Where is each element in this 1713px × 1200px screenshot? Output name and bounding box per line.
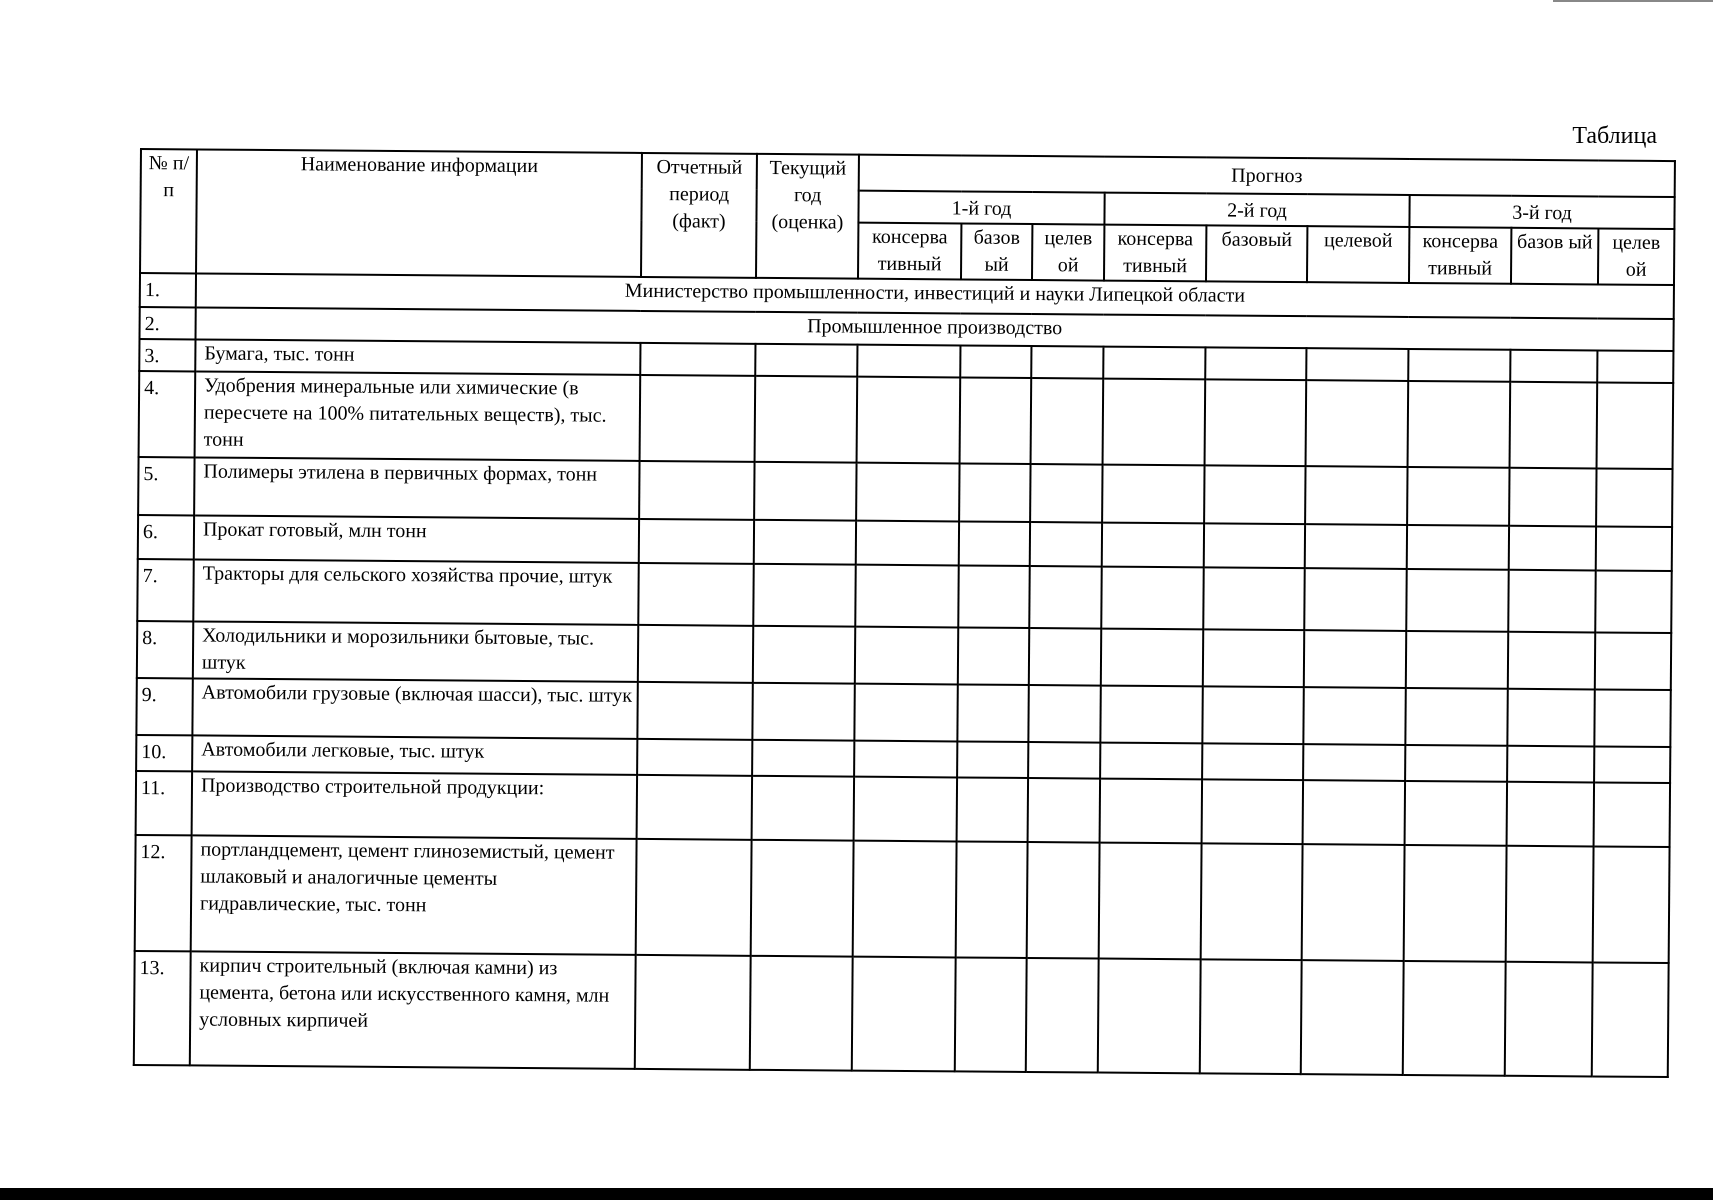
value-cell: [1593, 846, 1670, 963]
header-y3-target: целев ой: [1598, 228, 1675, 285]
value-cell: [1509, 468, 1596, 527]
value-cell: [1029, 566, 1101, 629]
value-cell: [1508, 632, 1595, 690]
value-cell: [958, 565, 1029, 628]
value-cell: [637, 682, 752, 740]
value-cell: [1594, 689, 1671, 747]
scan-edge-mark: [1553, 0, 1713, 2]
header-y2-conservative: консерва тивный: [1104, 225, 1206, 282]
value-cell: [1407, 467, 1509, 526]
value-cell: [852, 957, 956, 1072]
value-cell: [855, 565, 958, 628]
value-cell: [1509, 526, 1596, 571]
section-num: 2.: [139, 307, 195, 339]
value-cell: [1030, 464, 1102, 523]
row-num: 10.: [136, 735, 192, 771]
value-cell: [1100, 686, 1202, 744]
value-cell: [955, 957, 1027, 1072]
value-cell: [754, 520, 856, 565]
value-cell: [1031, 346, 1103, 379]
value-cell: [957, 777, 1029, 842]
value-cell: [752, 776, 854, 841]
value-cell: [1100, 743, 1202, 780]
value-cell: [1403, 961, 1506, 1076]
value-cell: [1102, 465, 1204, 524]
value-cell: [1596, 468, 1673, 527]
row-name: Тракторы для сельского хозяйства прочие, штук: [193, 559, 638, 624]
value-cell: [752, 740, 854, 777]
row-name: Автомобили легковые, тыс. штук: [192, 735, 637, 774]
value-cell: [1202, 779, 1303, 844]
value-cell: [1100, 779, 1202, 844]
row-name: Полимеры этилена в первичных формах, тонн: [194, 457, 639, 518]
value-cell: [640, 343, 755, 376]
value-cell: [960, 377, 1032, 464]
value-cell: [1028, 742, 1100, 779]
value-cell: [1101, 629, 1203, 687]
value-cell: [1507, 782, 1595, 847]
row-num: 4.: [139, 371, 196, 457]
value-cell: [1507, 746, 1594, 783]
row-num: 6.: [138, 515, 194, 559]
value-cell: [637, 739, 752, 776]
value-cell: [1303, 744, 1405, 781]
header-name: Наименование информации: [196, 149, 642, 276]
value-cell: [1028, 778, 1101, 843]
header-year-3: 3-й год: [1409, 195, 1674, 229]
value-cell: [1404, 845, 1507, 962]
value-cell: [956, 841, 1028, 958]
value-cell: [750, 956, 853, 1071]
value-cell: [1303, 780, 1405, 845]
value-cell: [1306, 348, 1408, 381]
value-cell: [857, 345, 960, 378]
row-num: 9.: [136, 678, 192, 735]
value-cell: [1595, 570, 1672, 633]
value-cell: [1302, 844, 1405, 961]
value-cell: [1026, 958, 1099, 1073]
value-cell: [1202, 686, 1303, 744]
value-cell: [1301, 960, 1404, 1075]
value-cell: [1030, 522, 1102, 567]
row-num: 12.: [135, 835, 192, 951]
table-row: [135, 835, 1670, 963]
value-cell: [1405, 745, 1507, 782]
header-row-1: [141, 149, 1675, 197]
value-cell: [1596, 526, 1672, 571]
value-cell: [639, 461, 754, 520]
value-cell: [1305, 524, 1407, 569]
row-name: Холодильники и морозильники бытовые, тыс. штук: [193, 621, 638, 681]
header-y2-target: целевой: [1307, 226, 1409, 283]
value-cell: [1204, 523, 1305, 568]
value-cell: [755, 344, 857, 377]
header-reported-period: Отчетный период (факт): [641, 153, 757, 278]
scan-bottom-border: [0, 1188, 1713, 1200]
value-cell: [1405, 781, 1507, 846]
value-cell: [1303, 687, 1405, 745]
value-cell: [1205, 347, 1306, 380]
value-cell: [1203, 629, 1304, 687]
header-y1-conservative: консерва тивный: [858, 223, 961, 280]
value-cell: [854, 741, 957, 778]
value-cell: [640, 375, 756, 462]
row-num: 8.: [137, 621, 193, 678]
value-cell: [1405, 688, 1507, 746]
value-cell: [856, 463, 959, 522]
header-num: № п/п: [140, 149, 197, 273]
value-cell: [1597, 382, 1674, 469]
value-cell: [755, 376, 858, 463]
value-cell: [856, 521, 959, 566]
value-cell: [1508, 570, 1595, 633]
header-y1-base: базов ый: [961, 223, 1032, 280]
value-cell: [959, 463, 1030, 522]
header-year-2: 2-й год: [1104, 193, 1409, 227]
value-cell: [853, 841, 957, 958]
value-cell: [754, 462, 856, 521]
value-cell: [1103, 347, 1205, 380]
row-name: Автомобили грузовые (включая шасси), тыс. штук: [192, 678, 637, 738]
value-cell: [753, 626, 855, 684]
row-name: Прокат готовый, млн тонн: [194, 515, 639, 562]
value-cell: [1510, 382, 1598, 469]
table-row: [136, 771, 1671, 847]
value-cell: [1200, 959, 1302, 1074]
value-cell: [959, 521, 1030, 566]
value-cell: [1506, 846, 1594, 963]
value-cell: [854, 684, 957, 742]
table-row: [134, 951, 1669, 1077]
value-cell: [1594, 782, 1671, 847]
value-cell: [1101, 567, 1203, 630]
value-cell: [638, 625, 753, 683]
row-name: кирпич строительный (включая камни) из цемента, бетона или искусственного камня, млн условных кирпичей: [190, 951, 636, 1068]
value-cell: [1406, 569, 1508, 632]
value-cell: [1102, 523, 1204, 568]
value-cell: [1408, 349, 1510, 382]
value-cell: [957, 684, 1028, 742]
header-y1-target: целев ой: [1032, 224, 1104, 281]
value-cell: [639, 519, 754, 564]
row-num: 11.: [136, 771, 193, 835]
section-num: 1.: [140, 273, 196, 307]
value-cell: [751, 840, 854, 957]
value-cell: [1098, 959, 1201, 1074]
value-cell: [1408, 381, 1511, 468]
value-cell: [635, 955, 751, 1070]
value-cell: [958, 627, 1029, 685]
value-cell: [1203, 567, 1304, 630]
row-name: Производство строительной продукции:: [192, 771, 637, 838]
header-current-year: Текущий год (оценка): [756, 154, 859, 279]
value-cell: [636, 839, 752, 956]
row-num: 13.: [134, 951, 191, 1065]
value-cell: [753, 564, 855, 627]
value-cell: [1407, 525, 1509, 570]
value-cell: [1597, 350, 1673, 383]
header-forecast: Прогноз: [859, 155, 1675, 197]
value-cell: [1592, 962, 1669, 1077]
row-name: портландцемент, цемент глиноземистый, цемент шлаковый и аналогичные цементы гидравлические, тыс. тонн: [191, 835, 637, 954]
value-cell: [857, 377, 961, 464]
value-cell: [855, 627, 958, 685]
value-cell: [1304, 630, 1406, 688]
header-year-1: 1-й год: [858, 191, 1104, 225]
table-row: [139, 371, 1674, 469]
value-cell: [1204, 465, 1305, 524]
section-title: Министерство промышленности, инвестиций и науки Липецкой области: [196, 273, 1674, 319]
value-cell: [1029, 628, 1101, 686]
row-name: Удобрения минеральные или химические (в пересчете на 100% питательных веществ), тыс. тонн: [195, 371, 641, 460]
header-y2-base: базовый: [1206, 225, 1307, 282]
value-cell: [1031, 378, 1104, 465]
row-num: 3.: [139, 339, 195, 371]
value-cell: [1595, 632, 1672, 690]
value-cell: [637, 775, 752, 840]
value-cell: [1406, 631, 1508, 689]
value-cell: [1028, 685, 1100, 743]
value-cell: [1205, 379, 1307, 466]
value-cell: [638, 563, 753, 626]
header-y3-conservative: консерва тивный: [1409, 227, 1511, 284]
section-title: Промышленное производство: [195, 307, 1673, 351]
forecast-table: [133, 148, 1676, 1078]
table-caption: Таблица: [1572, 123, 1657, 149]
value-cell: [957, 741, 1028, 778]
value-cell: [1304, 568, 1406, 631]
value-cell: [1202, 743, 1303, 780]
value-cell: [1099, 843, 1202, 960]
value-cell: [1201, 843, 1303, 960]
value-cell: [752, 683, 854, 741]
value-cell: [1510, 350, 1597, 383]
row-num: 7.: [137, 559, 193, 621]
value-cell: [1306, 380, 1409, 467]
value-cell: [960, 345, 1031, 378]
value-cell: [1305, 466, 1407, 525]
row-name: Бумага, тыс. тонн: [195, 339, 640, 374]
value-cell: [1027, 842, 1100, 959]
header-y3-base: базов ый: [1511, 228, 1598, 285]
value-cell: [1103, 379, 1206, 466]
row-num: 5.: [138, 457, 194, 515]
value-cell: [1507, 689, 1594, 747]
value-cell: [1594, 746, 1670, 783]
value-cell: [1505, 962, 1593, 1077]
value-cell: [854, 777, 957, 842]
